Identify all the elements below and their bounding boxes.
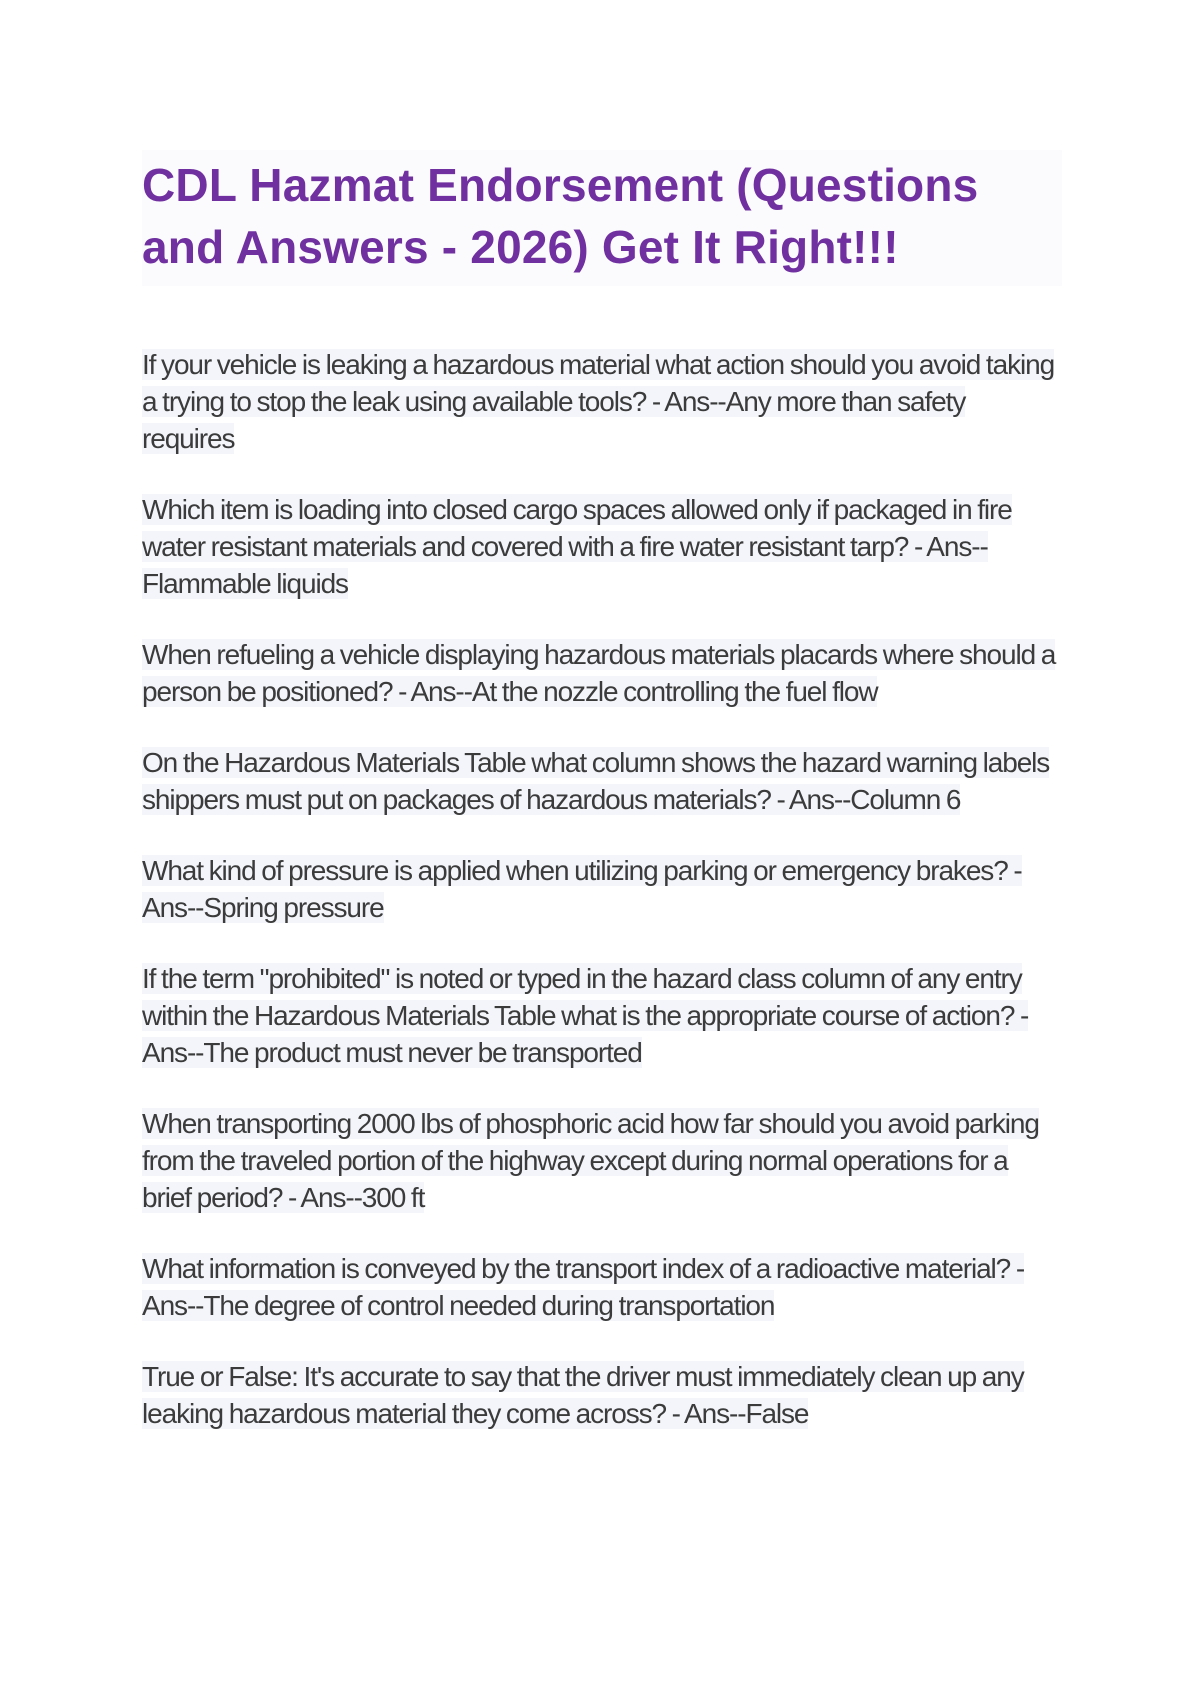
- qa-text: On the Hazardous Materials Table what column shows the hazard warning labels shippers must put on packages of hazardous materials? - Ans--Column 6: [142, 747, 1050, 815]
- qa-item: [142, 1250, 1062, 1324]
- title-block: [142, 150, 1062, 286]
- qa-text: What kind of pressure is applied when utilizing parking or emergency brakes? - Ans--Spring pressure: [142, 855, 1022, 923]
- qa-text: If the term "prohibited" is noted or typed in the hazard class column of any entry within the Hazardous Materials Table what is the appropriate course of action? - Ans--The product must never be transported: [142, 963, 1029, 1068]
- qa-item: [142, 1105, 1062, 1216]
- qa-list: [142, 346, 1062, 1432]
- qa-item: [142, 346, 1062, 457]
- qa-item: [142, 960, 1062, 1071]
- qa-text: What information is conveyed by the transport index of a radioactive material? - Ans--The degree of control needed during transportation: [142, 1253, 1025, 1321]
- document-title: CDL Hazmat Endorsement (Questions and Answers - 2026) Get It Right!!!: [142, 159, 979, 273]
- qa-text: True or False: It's accurate to say that the driver must immediately clean up any leaking hazardous material they come across? - Ans--False: [142, 1361, 1024, 1429]
- qa-text: When refueling a vehicle displaying hazardous materials placards where should a person be positioned? - Ans--At the nozzle controlling the fuel flow: [142, 639, 1056, 707]
- document-page: [142, 150, 1062, 1466]
- qa-item: [142, 1358, 1062, 1432]
- qa-item: [142, 636, 1062, 710]
- qa-item: [142, 744, 1062, 818]
- qa-text: If your vehicle is leaking a hazardous material what action should you avoid taking a trying to stop the leak using available tools? - Ans--Any more than safety requires: [142, 349, 1055, 454]
- qa-item: [142, 852, 1062, 926]
- qa-text: When transporting 2000 lbs of phosphoric acid how far should you avoid parking from the traveled portion of the highway except during normal operations for a brief period? - Ans--300 ft: [142, 1108, 1039, 1213]
- qa-text: Which item is loading into closed cargo spaces allowed only if packaged in fire water resistant materials and covered with a fire water resistant tarp? - Ans--Flammable liquids: [142, 494, 1012, 599]
- qa-item: [142, 491, 1062, 602]
